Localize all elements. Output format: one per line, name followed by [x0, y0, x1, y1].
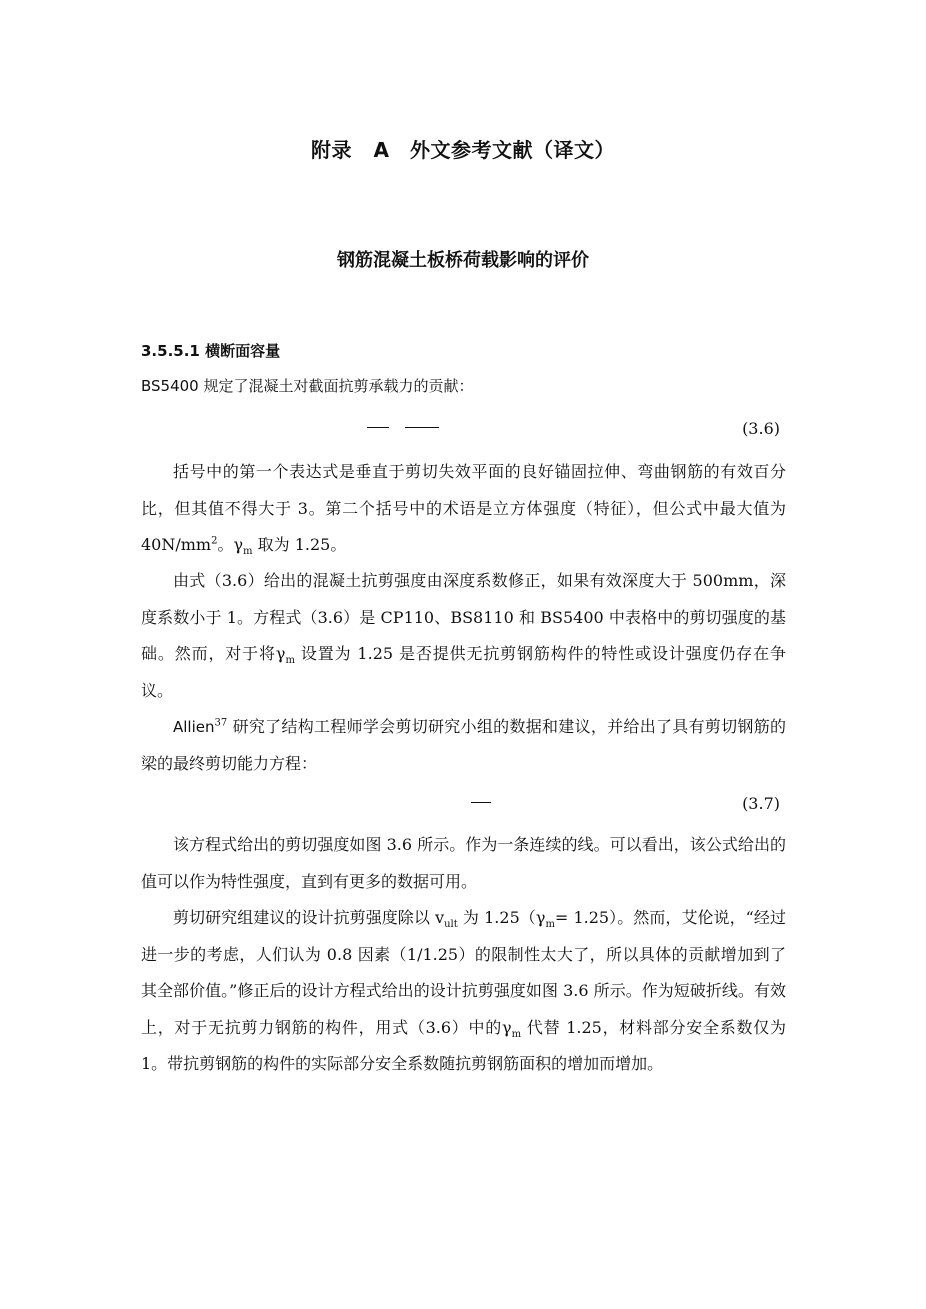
intro-line: BS5400 规定了混凝土对截面抗剪承载力的贡献： [141, 377, 474, 395]
paragraph-text: 设置为 1.25 是否提供无抗剪钢筋构件的特性或设计强度仍存在争议。 [141, 644, 786, 700]
subscript: m [511, 1028, 522, 1040]
paragraph-text: 为 1.25（γ [457, 908, 546, 927]
subscript: ult [444, 919, 458, 931]
author-name: Allien [173, 718, 215, 736]
equation-number: (3.6) [742, 419, 780, 438]
paragraph-1 [141, 454, 786, 564]
equation-number: (3.7) [742, 794, 780, 813]
paragraph-text: 括号中的第一个表达式是垂直于剪切失效平面的良好锚固拉伸、弯曲钢筋的有效百分比，但其值不得大于 3。第二个括号中的术语是立方体强度（特征），但公式中最大值为 40N/mm [141, 462, 786, 554]
paragraph-text: 研究了结构工程师学会剪切研究小组的数据和建议，并给出了具有剪切钢筋的梁的最终剪切能力方程： [141, 717, 786, 773]
appendix-title: 附录 A 外文参考文献（译文） [311, 138, 615, 162]
superscript: 2 [211, 535, 218, 547]
article-title: 钢筋混凝土板桥荷载影响的评价 [337, 250, 589, 271]
paragraph-2 [141, 563, 786, 709]
paragraph-text: 取为 1.25。 [252, 535, 347, 554]
equation-3-7 [141, 789, 786, 819]
fraction-bar [471, 802, 491, 803]
paragraph-text: 剪切研究组建议的设计抗剪强度除以 v [173, 908, 445, 927]
fraction-bar [405, 427, 439, 428]
paragraph-text: 代替 1.25，材料部分安全系数仅为 1。带抗剪钢筋的构件的实际部分安全系数随抗剪钢筋面积的增加而增加。 [141, 1017, 786, 1073]
subscript: m [243, 546, 253, 558]
subscript: m [285, 655, 295, 667]
paragraph-text: 由式（3.6）给出的混凝土抗剪强度由深度系数修正，如果有效深度大于 500mm，深度系数小于 1。方程式（3.6）是 CP110、BS8110 和 BS5400 中表格中的剪切强度的基础。然而，对于将γ [141, 571, 786, 663]
section-heading: 3.5.5.1 横断面容量 [141, 342, 281, 360]
subscript: m [545, 919, 555, 931]
paragraph-text: 。γ [217, 535, 244, 554]
paragraph-5 [141, 900, 786, 1083]
paragraph-3 [141, 709, 786, 782]
paragraph-text: = 1.25）。然而，艾伦说，“经过进一步的考虑，人们认为 0.8 因素（1/1.25）的限制性太大了，所以具体的贡献增加到了其全部价值。”修正后的设计方程式给出的设计抗剪强度如图 3.6 所示。作为短破折线。有效上，对于无抗剪力钢筋的构件，用式（3.6）中的γ [141, 908, 786, 1037]
citation-superscript: 37 [214, 717, 228, 729]
paragraph-4: 该方程式给出的剪切强度如图 3.6 所示。作为一条连续的线。可以看出，该公式给出的值可以作为特性强度，直到有更多的数据可用。 [141, 835, 786, 891]
fraction-bar [367, 427, 389, 428]
equation-3-6 [141, 414, 786, 444]
